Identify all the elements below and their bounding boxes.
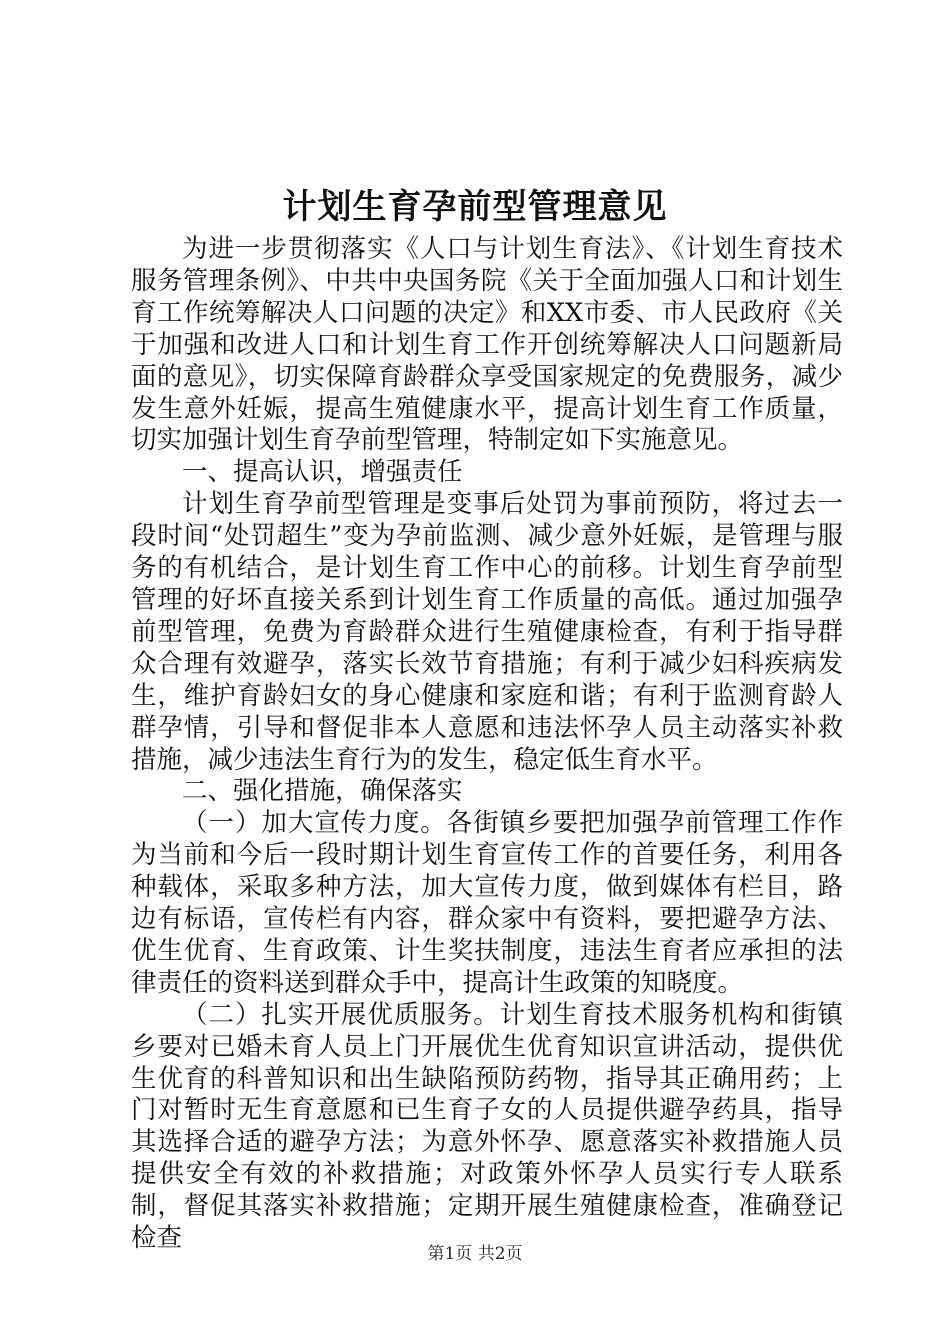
section-1-paragraph: 计划生育孕前型管理是变事后处罚为事前预防，将过去一段时间“处罚超生”变为孕前监测、减少意外妊娠，是管理与服务的有机结合，是计划生育工作中心的前移。计划生育孕前型管理的好坏直接关系到计划生育工作质量的高低。通过加强孕前型管理，免费为育龄群众进行生殖健康检查，有利于指导群众合理有效避孕，落实长效节育措施；有利于减少妇科疾病发生，维护育龄妇女的身心健康和家庭和谐；有利于监测育龄人群孕情，引导和督促非本人意愿和违法怀孕人员主动落实补救措施，减少违法生育行为的发生，稳定低生育水平。 (131, 489, 843, 775)
intro-paragraph: 为进一步贯彻落实《人口与计划生育法》、《计划生育技术服务管理条例》、中共中央国务院《关于全面加强人口和计划生育工作统筹解决人口问题的决定》和XX市委、市人民政府《关于加强和改进人口和计划生育工作开创统筹解决人口问题新局面的意见》，切实保障育龄群众享受国家规定的免费服务，减少发生意外妊娠，提高生殖健康水平，提高计划生育工作质量，切实加强计划生育孕前型管理，特制定如下实施意见。 (131, 234, 843, 456)
page-footer: 第1页 共2页 (427, 1244, 523, 1264)
section-heading-2: 二、强化措施，确保落实 (182, 776, 463, 807)
measure-2-paragraph: （二）扎实开展优质服务。计划生育技术服务机构和街镇乡要对已婚未育人员上门开展优生优育知识宣讲活动，提供优生优育的科普知识和出生缺陷预防药物，指导其正确用药；上门对暂时无生育意愿和已生育子女的人员提供避孕药具，指导其选择合适的避孕方法；为意外怀孕、愿意落实补救措施人员提供安全有效的补救措施；对政策外怀孕人员实行专人联系制，督促其落实补救措施；定期开展生殖健康检查，准确登记检查 (131, 999, 843, 1254)
document-body (131, 234, 843, 1255)
document-title: 计划生育孕前型管理意见 (282, 187, 668, 227)
section-heading-1: 一、提高认识，增强责任 (182, 457, 463, 488)
measure-1-paragraph: （一）加大宣传力度。各街镇乡要把加强孕前管理工作作为当前和今后一段时期计划生育宣传工作的首要任务，利用各种载体，采取多种方法，加大宣传力度，做到媒体有栏目，路边有标语，宣传栏有内容，群众家中有资料，要把避孕方法、优生优育、生育政策、计生奖扶制度，违法生育者应承担的法律责任的资料送到群众手中，提高计生政策的知晓度。 (131, 808, 843, 998)
